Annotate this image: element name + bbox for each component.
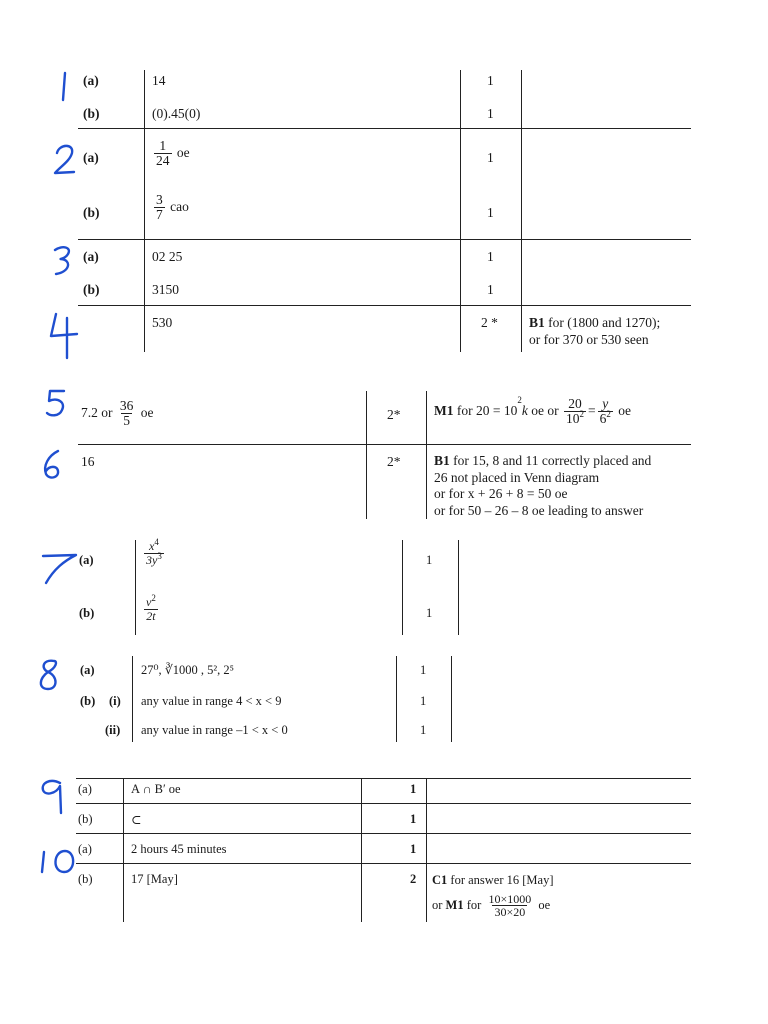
answer bbox=[81, 399, 154, 428]
row-divider bbox=[78, 305, 691, 306]
column-divider bbox=[396, 656, 397, 742]
fraction bbox=[598, 397, 613, 426]
numerator: 1 bbox=[159, 138, 167, 153]
superscript: 2 bbox=[579, 409, 584, 420]
column-divider bbox=[135, 540, 136, 635]
superscript: 3 bbox=[157, 550, 162, 561]
mark: 1 bbox=[410, 782, 417, 796]
mark: 1 bbox=[420, 694, 427, 708]
guidance-text: for (1800 and 1270); bbox=[544, 315, 661, 330]
numerator: y bbox=[602, 396, 609, 411]
mark: 1 bbox=[426, 606, 433, 620]
column-divider bbox=[366, 391, 367, 519]
denominator bbox=[598, 411, 613, 426]
denominator-base: 6 bbox=[599, 411, 607, 427]
guidance bbox=[434, 397, 631, 426]
fraction bbox=[144, 593, 158, 623]
mark: 1 bbox=[487, 106, 494, 121]
part-label: (a) bbox=[83, 150, 99, 165]
subpart-label: (ii) bbox=[105, 723, 121, 737]
superscript: 4 bbox=[154, 537, 159, 547]
mark: 1 bbox=[410, 812, 417, 826]
equals-sign: = bbox=[587, 402, 596, 418]
answer bbox=[152, 139, 190, 168]
superscript: 2 bbox=[151, 593, 156, 603]
part-label: (a) bbox=[83, 249, 99, 264]
answer: ⊂ bbox=[131, 813, 142, 827]
denominator bbox=[144, 550, 164, 567]
row-divider bbox=[78, 239, 691, 240]
numerator: 10×1000 bbox=[488, 891, 532, 906]
guidance-text: for bbox=[463, 897, 482, 912]
mark: 1 bbox=[487, 150, 494, 165]
part-label: (b) bbox=[78, 812, 93, 826]
mark: 1 bbox=[420, 723, 427, 737]
mark: 2 * bbox=[481, 315, 498, 330]
guidance-text: oe bbox=[538, 897, 551, 912]
answer: any value in range 4 < x < 9 bbox=[141, 694, 282, 708]
column-divider bbox=[460, 70, 461, 352]
fraction bbox=[154, 139, 172, 168]
denominator: 2t bbox=[146, 608, 156, 623]
guidance-line bbox=[529, 315, 660, 332]
guidance-line: 26 not placed in Venn diagram bbox=[434, 469, 600, 485]
method-code: M1 bbox=[445, 897, 464, 912]
fraction bbox=[144, 537, 164, 567]
fraction bbox=[118, 399, 136, 428]
question-number-8 bbox=[36, 657, 116, 717]
mark: 1 bbox=[487, 73, 494, 88]
guidance-line bbox=[432, 893, 554, 919]
column-divider bbox=[458, 540, 459, 635]
mark: 1 bbox=[487, 282, 494, 297]
answer: 3150 bbox=[152, 282, 179, 297]
answer-suffix: cao bbox=[170, 198, 189, 214]
denominator: 24 bbox=[156, 153, 170, 169]
guidance bbox=[432, 872, 554, 919]
variable: 3y bbox=[146, 552, 158, 567]
answer bbox=[152, 193, 189, 222]
guidance-text: oe bbox=[618, 402, 631, 418]
mark: 1 bbox=[426, 553, 433, 567]
answer: any value in range –1 < x < 0 bbox=[141, 723, 288, 737]
column-divider bbox=[144, 70, 145, 352]
answer-prefix: 7.2 or bbox=[81, 404, 113, 420]
fraction bbox=[564, 397, 586, 426]
column-divider bbox=[132, 656, 133, 742]
row-divider bbox=[76, 803, 691, 804]
numerator: 36 bbox=[119, 398, 134, 413]
guidance-text: oe or bbox=[527, 402, 559, 418]
guidance-line: or for x + 26 + 8 = 50 oe bbox=[434, 486, 568, 501]
answer bbox=[142, 593, 160, 623]
guidance-text: for 20 = 10 bbox=[453, 402, 518, 418]
answer: 2 hours 45 minutes bbox=[131, 842, 227, 856]
superscript: 2 bbox=[606, 409, 611, 420]
fraction bbox=[486, 893, 533, 919]
variable: k bbox=[521, 402, 528, 418]
method-code: B1 bbox=[434, 453, 450, 468]
question-number-6 bbox=[40, 448, 120, 508]
answer bbox=[142, 537, 166, 567]
method-code: M1 bbox=[434, 402, 454, 418]
variable: x bbox=[149, 539, 155, 553]
mark: 2* bbox=[387, 407, 401, 422]
mark: 2 bbox=[410, 872, 417, 886]
part-label: (a) bbox=[79, 553, 94, 567]
answer: 17 [May] bbox=[131, 872, 178, 886]
question-number-4 bbox=[45, 312, 125, 372]
answer-suffix: oe bbox=[140, 404, 154, 420]
method-code: B1 bbox=[529, 315, 545, 330]
part-label: (b) bbox=[83, 282, 100, 297]
mark: 1 bbox=[420, 663, 427, 677]
fraction bbox=[154, 193, 165, 222]
column-divider bbox=[451, 656, 452, 742]
part-label: (b) bbox=[79, 606, 95, 620]
guidance-text: for answer 16 [May] bbox=[447, 873, 554, 887]
row-divider bbox=[76, 778, 691, 779]
answer: 14 bbox=[152, 73, 166, 88]
guidance-line: or for 50 – 26 – 8 oe leading to answer bbox=[434, 502, 644, 518]
denominator: 5 bbox=[123, 413, 130, 429]
part-label: (b) bbox=[80, 694, 96, 708]
guidance-text: or bbox=[432, 897, 446, 912]
numerator: 3 bbox=[156, 192, 163, 207]
column-divider bbox=[521, 70, 522, 352]
part-label: (a) bbox=[78, 782, 92, 796]
guidance-text: for 15, 8 and 11 correctly placed and bbox=[449, 453, 652, 468]
answer: (0).45(0) bbox=[152, 106, 201, 121]
row-divider bbox=[78, 128, 691, 129]
guidance-line bbox=[432, 872, 554, 889]
mark: 1 bbox=[487, 249, 494, 264]
column-divider bbox=[361, 778, 362, 922]
numerator: 20 bbox=[568, 396, 582, 411]
part-label: (b) bbox=[78, 872, 93, 886]
mark: 1 bbox=[410, 842, 417, 856]
column-divider bbox=[402, 540, 403, 635]
row-divider bbox=[76, 863, 691, 864]
denominator: 7 bbox=[156, 207, 163, 223]
part-label: (a) bbox=[78, 842, 92, 856]
method-code: C1 bbox=[432, 873, 448, 887]
part-label: (a) bbox=[80, 663, 95, 677]
answer: 27⁰, ∛1000 , 5², 2⁵ bbox=[141, 663, 234, 677]
denominator: 30×20 bbox=[494, 905, 526, 920]
superscript: 2 bbox=[517, 395, 522, 405]
answer-suffix: oe bbox=[176, 144, 190, 160]
column-divider bbox=[123, 778, 124, 922]
answer: 02 25 bbox=[152, 249, 183, 264]
answer: 530 bbox=[152, 315, 173, 330]
subpart-label: (i) bbox=[109, 694, 121, 708]
part-label: (a) bbox=[83, 73, 99, 88]
guidance-line: or for 370 or 530 seen bbox=[529, 331, 649, 347]
question-number-2 bbox=[50, 140, 130, 200]
part-label: (b) bbox=[83, 205, 100, 220]
row-divider bbox=[76, 833, 691, 834]
mark: 2* bbox=[387, 454, 401, 469]
row-divider bbox=[78, 444, 691, 445]
variable: v bbox=[146, 595, 152, 609]
part-label: (b) bbox=[83, 106, 100, 121]
column-divider bbox=[426, 778, 427, 922]
answer: 16 bbox=[81, 454, 95, 469]
denominator bbox=[564, 411, 586, 426]
answer: A ∩ B′ oe bbox=[131, 782, 181, 796]
column-divider bbox=[426, 391, 427, 519]
mark: 1 bbox=[487, 205, 494, 220]
numerator bbox=[144, 593, 158, 609]
guidance-line bbox=[434, 453, 651, 470]
guidance bbox=[434, 453, 651, 519]
guidance bbox=[529, 315, 660, 348]
denominator-base: 10 bbox=[565, 411, 580, 427]
